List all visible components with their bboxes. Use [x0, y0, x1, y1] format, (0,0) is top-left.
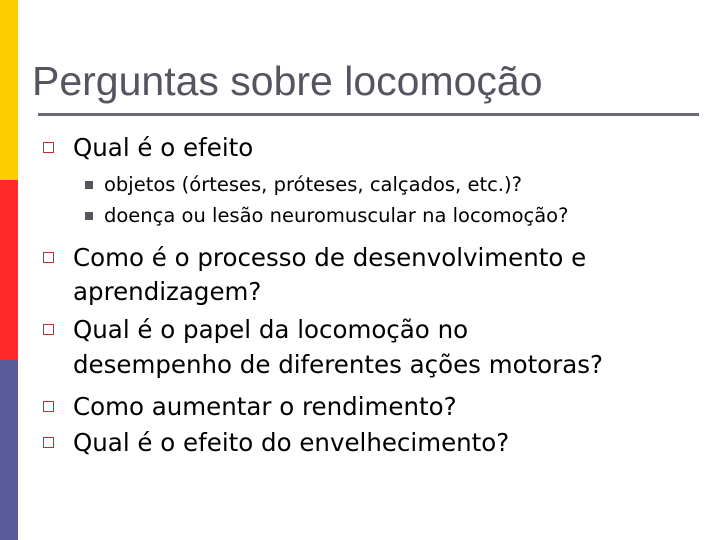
- sub-bullet-square-icon: [85, 181, 93, 189]
- bullet-square-icon: [43, 252, 54, 263]
- bullet-text-line: desempenho de diferentes ações motoras?: [73, 350, 604, 379]
- bullet-square-icon: [43, 401, 54, 412]
- bullet-text-line: aprendizagem?: [73, 277, 262, 306]
- bullet-square-icon: [43, 437, 54, 448]
- slide-title: Perguntas sobre locomoção: [32, 58, 543, 104]
- bullet-text: Qual é o efeito do envelhecimento?: [73, 428, 510, 457]
- bullet-square-icon: [43, 324, 54, 335]
- bullet-square-icon: [43, 142, 54, 153]
- sub-bullet-square-icon: [85, 212, 93, 220]
- title-underline: [38, 113, 699, 116]
- sub-bullet-text: doença ou lesão neuromuscular na locomoção?: [104, 204, 569, 227]
- side-bar-yellow: [0, 0, 18, 180]
- bullet-text-line: Como é o processo de desenvolvimento e: [73, 243, 587, 272]
- side-bar-red: [0, 180, 18, 360]
- side-bar-purple: [0, 360, 18, 540]
- bullet-text-line: Qual é o papel da locomoção no: [73, 315, 469, 344]
- sub-bullet-text: objetos (órteses, próteses, calçados, etc.)?: [104, 173, 522, 196]
- bullet-text: Como aumentar o rendimento?: [73, 392, 457, 421]
- bullet-text: Qual é o efeito: [73, 133, 254, 162]
